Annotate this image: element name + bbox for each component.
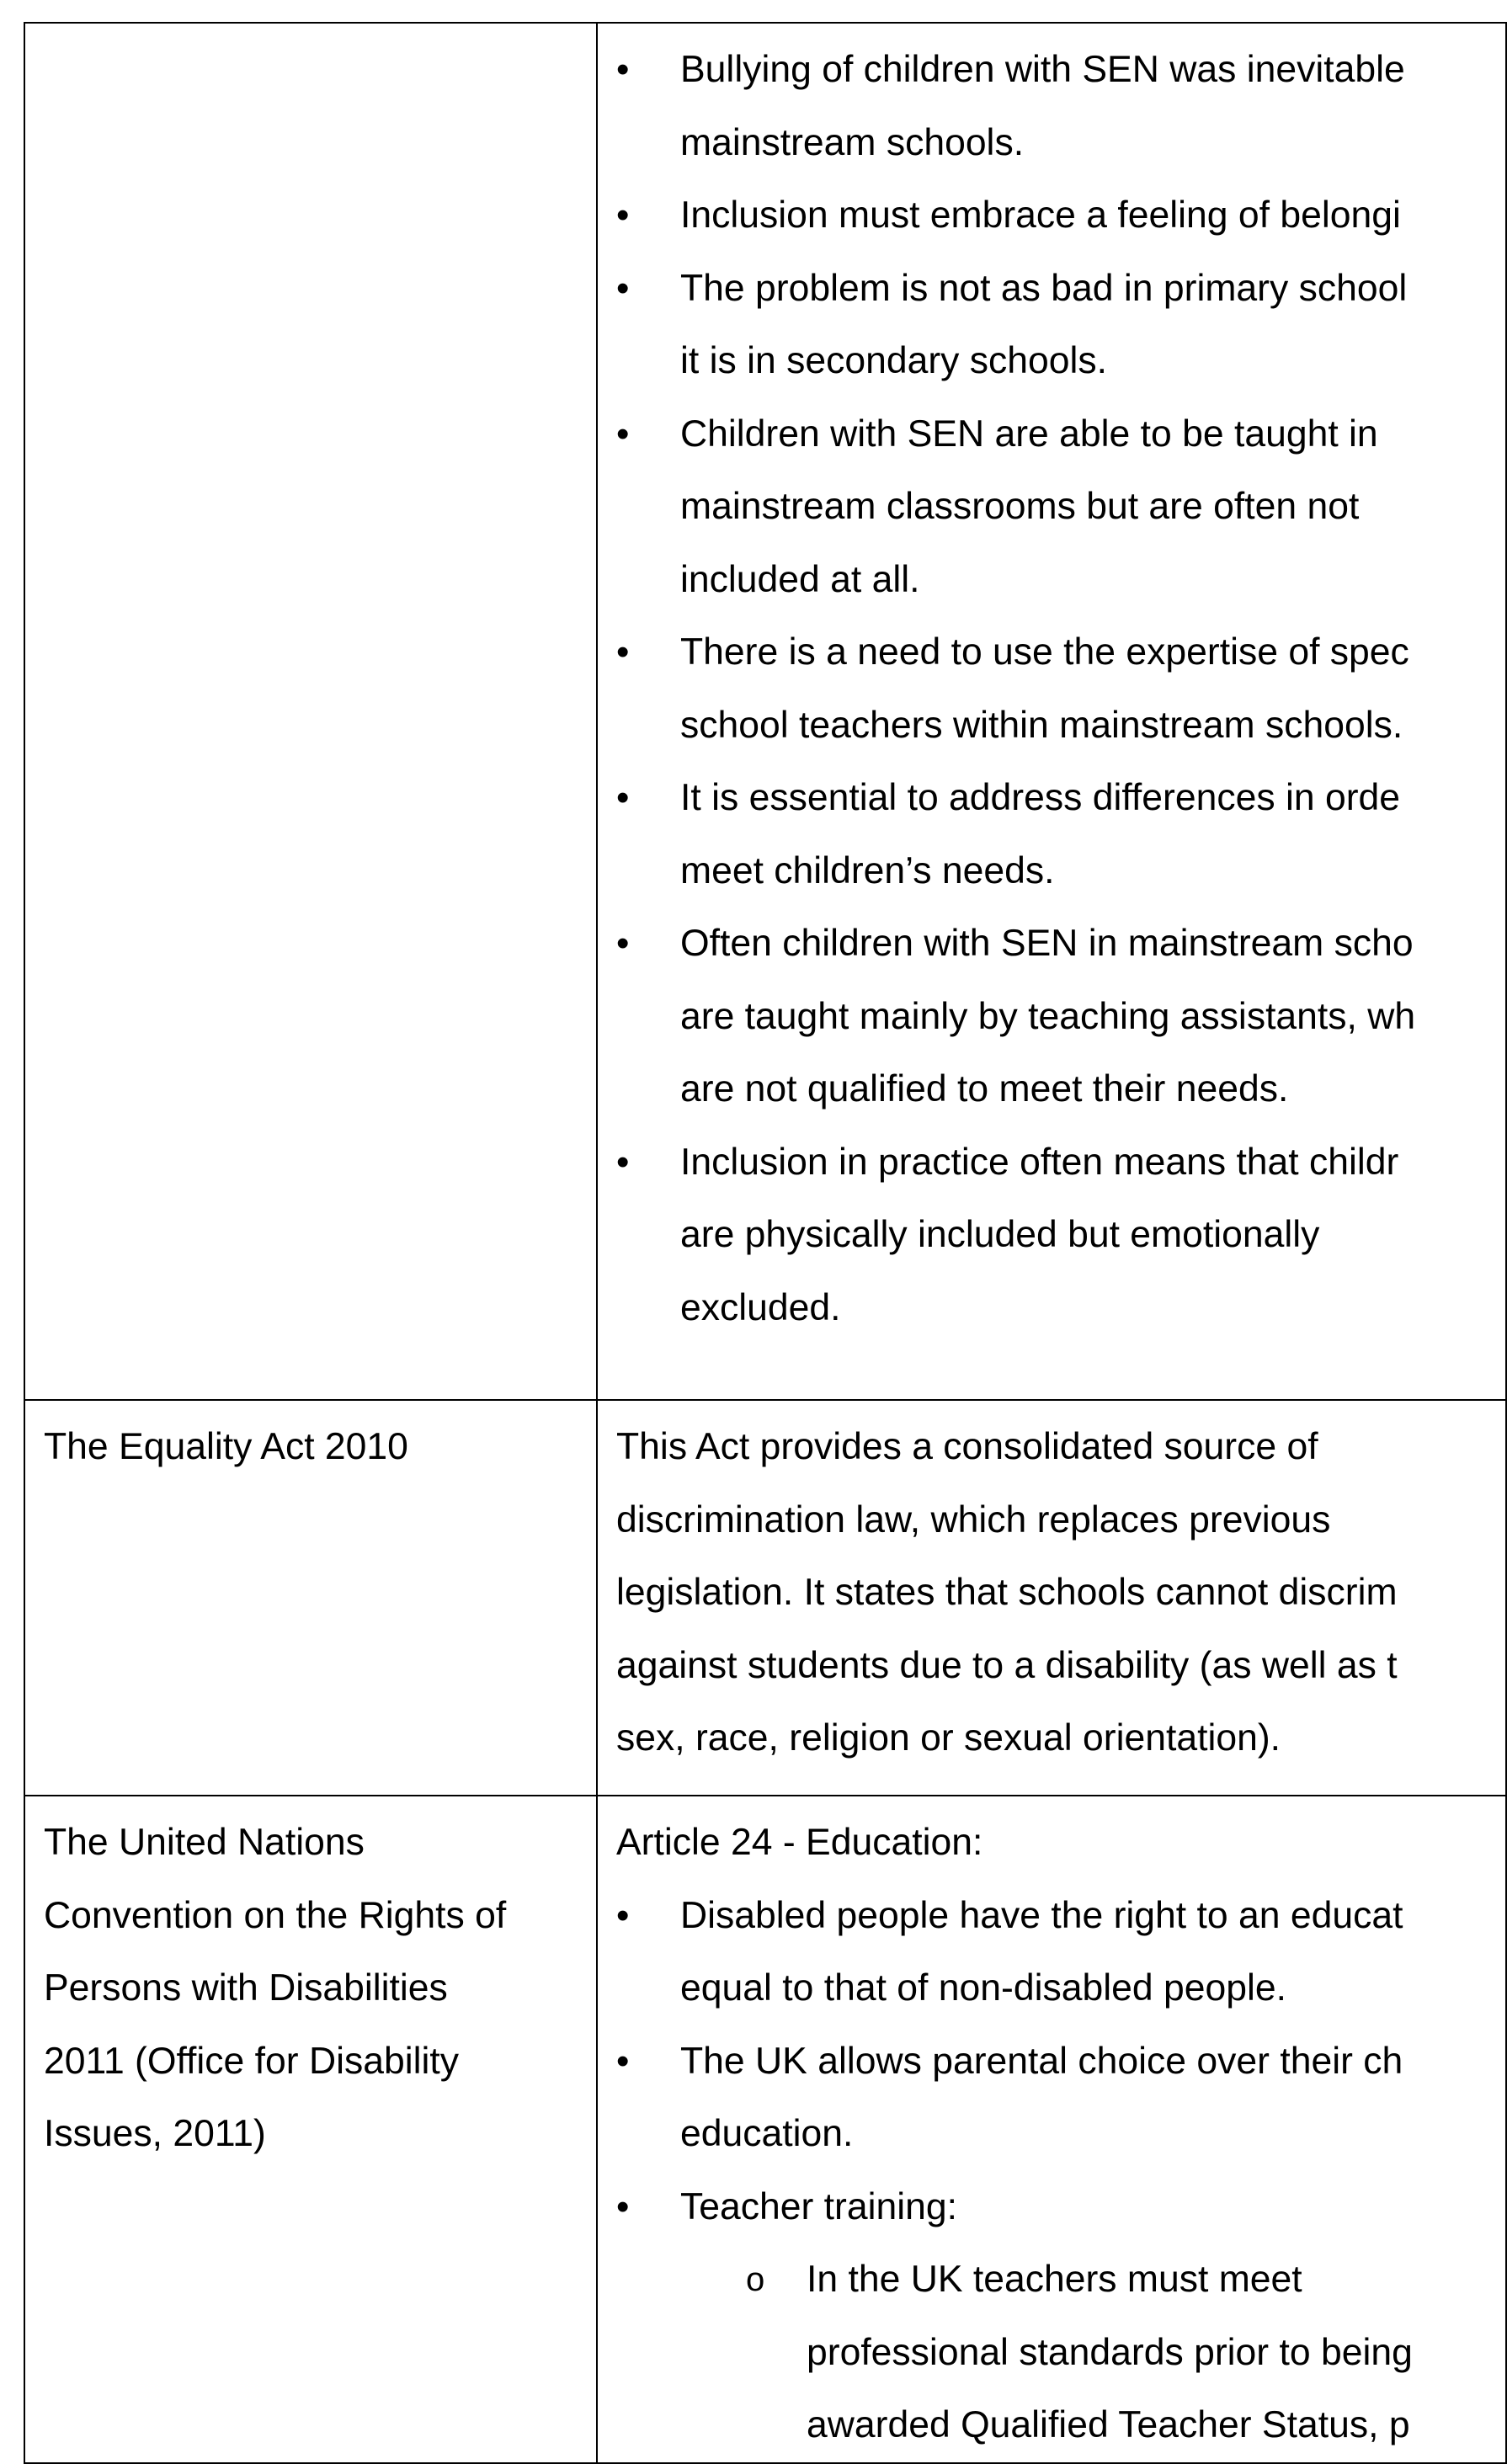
sub-list xyxy=(616,2243,1505,2462)
right-cell-findings xyxy=(597,23,1506,1400)
left-cell-equality-act xyxy=(24,1400,597,1796)
row-heading: The Equality Act 2010 xyxy=(44,1426,408,1467)
legislation-table xyxy=(24,22,1507,2464)
list-item: • The problem is not as bad in primary school it is in secondary schools. xyxy=(616,253,1505,398)
list-item: • The UK allows parental choice over their ch education. xyxy=(616,2025,1505,2171)
findings-list xyxy=(616,34,1505,1344)
list-item: • It is essential to address differences in orde meet children’s needs. xyxy=(616,762,1505,907)
row-heading: The United Nations xyxy=(44,1822,365,1863)
right-cell-un-convention xyxy=(597,1796,1506,2463)
list-item: • Bullying of children with SEN was inevitable mainstream schools. xyxy=(616,34,1505,179)
list-item: • Disabled people have the right to an educat equal to that of non-disabled people. xyxy=(616,1880,1505,2025)
list-item: • There is a need to use the expertise of spec school teachers within mainstream schools. xyxy=(616,616,1505,762)
list-item: • Teacher training: xyxy=(616,2171,1505,2244)
left-cell-un-convention: The United Nations Convention on the Rights of Persons with Disabilities 2011 (Office for Disability Issues, 2011) xyxy=(24,1796,597,2463)
sub-list-item: o In the UK teachers must meet professional standards prior to being awarded Qualified Teacher Status, p xyxy=(616,2243,1505,2462)
list-item: • Children with SEN are able to be taught in mainstream classrooms but are often not included at all. xyxy=(616,398,1505,617)
table-row xyxy=(24,1400,1506,1796)
list-item: • Inclusion in practice often means that childr are physically included but emotionally excluded. xyxy=(616,1126,1505,1345)
table-row xyxy=(24,1796,1506,2463)
list-item: • Often children with SEN in mainstream scho are taught mainly by teaching assistants, wh are not qualified to meet their needs. xyxy=(616,907,1505,1126)
table-row xyxy=(24,23,1506,1400)
left-cell-empty xyxy=(24,23,597,1400)
right-cell-equality-act: This Act provides a consolidated source of discrimination law, which replaces previous legislation. It states that schools cannot discrim against students due to a disability (as well as t sex, race, religion or sexual orientation). xyxy=(597,1400,1506,1796)
article-list xyxy=(616,1880,1505,2244)
article-heading: Article 24 - Education: xyxy=(616,1822,983,1863)
list-item: • Inclusion must embrace a feeling of belongi xyxy=(616,179,1505,253)
